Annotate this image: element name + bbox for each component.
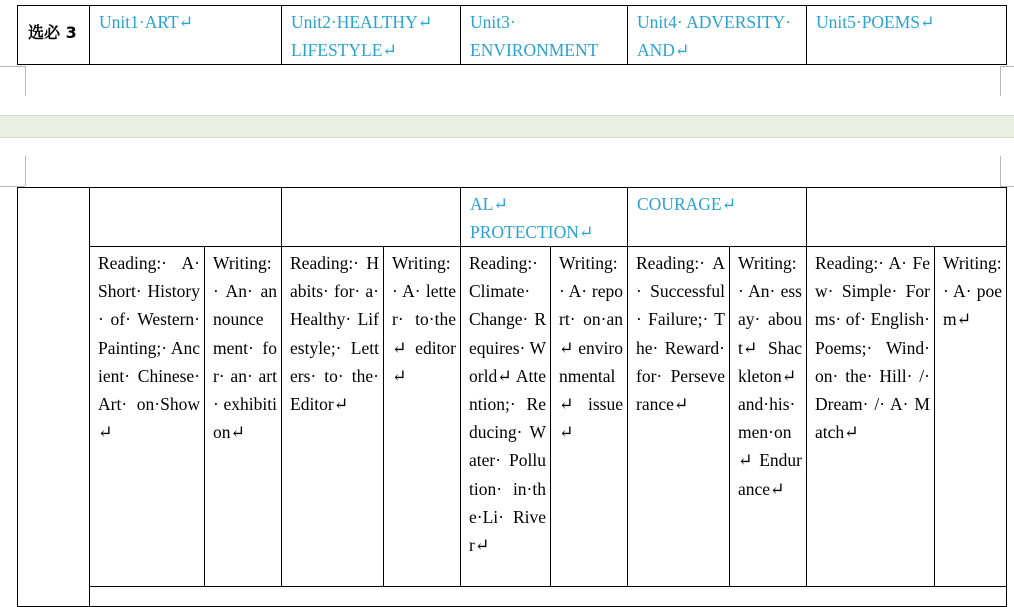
unit1-reading: Reading:· A· Short· History· of· Western· Painting;· Ancient· Chinese· Art· on·Show↵: [90, 247, 205, 587]
unit1-writing: Writing:· An· announcement· for· an· art· exhibition↵: [205, 247, 282, 587]
row-label: 选必 3: [18, 6, 90, 65]
crop-mark: [1000, 66, 1014, 67]
crop-mark: [1000, 156, 1001, 186]
unit4-reading: Reading:· A· Successful· Failure;· The· Reward· for· Perseverance↵: [628, 247, 730, 587]
unit4-title: Unit4· ADVERSITY· AND↵: [628, 6, 807, 65]
next-row-stub: [90, 587, 1007, 607]
crop-mark: [25, 66, 26, 96]
unit3-reading: Reading:· Climate· Change· Requires· World↵ Attention;· Reducing· Water· Pollution· in·the·Li· River↵: [461, 247, 551, 587]
curriculum-table-top: [17, 5, 1007, 65]
unit2-reading: Reading:· Habits· for· a· Healthy· Lifestyle;· Letters· to· the·Editor↵: [282, 247, 384, 587]
unit3-title-continued: AL↵ PROTECTION↵: [461, 188, 628, 247]
page-break-gap: [0, 115, 1014, 138]
unit4-title-continued: COURAGE↵: [628, 188, 807, 247]
unit5-writing: Writing:· A· poem↵: [935, 247, 1007, 587]
unit1-title: Unit1·ART↵: [90, 6, 282, 65]
curriculum-table-continued: [17, 187, 1007, 607]
crop-mark: [0, 66, 25, 67]
unit3-writing: Writing:· A· report· on·an↵ environmental↵ issue↵: [551, 247, 628, 587]
unit2-writing: Writing:· A· letter· to·the↵ editor↵: [384, 247, 461, 587]
crop-mark: [25, 156, 26, 186]
unit3-title: Unit3· ENVIRONMENT: [461, 6, 628, 65]
unit2-title-continued: [282, 188, 461, 247]
unit5-title: Unit5·POEMS↵: [807, 6, 1007, 65]
unit5-title-continued: [807, 188, 1007, 247]
unit1-title-continued: [90, 188, 282, 247]
unit5-reading: Reading:· A· Few· Simple· Forms· of· English· Poems;· Wind· on· the· Hill· /· Dream· /· A· Match↵: [807, 247, 935, 587]
crop-mark: [1000, 66, 1001, 96]
unit2-title: Unit2·HEALTHY↵ LIFESTYLE↵: [282, 6, 461, 65]
label-cell-continued: [18, 188, 90, 607]
unit4-writing: Writing:· An· essay· about↵ Shackleton↵ and·his· men·on↵ Endurance↵: [730, 247, 807, 587]
